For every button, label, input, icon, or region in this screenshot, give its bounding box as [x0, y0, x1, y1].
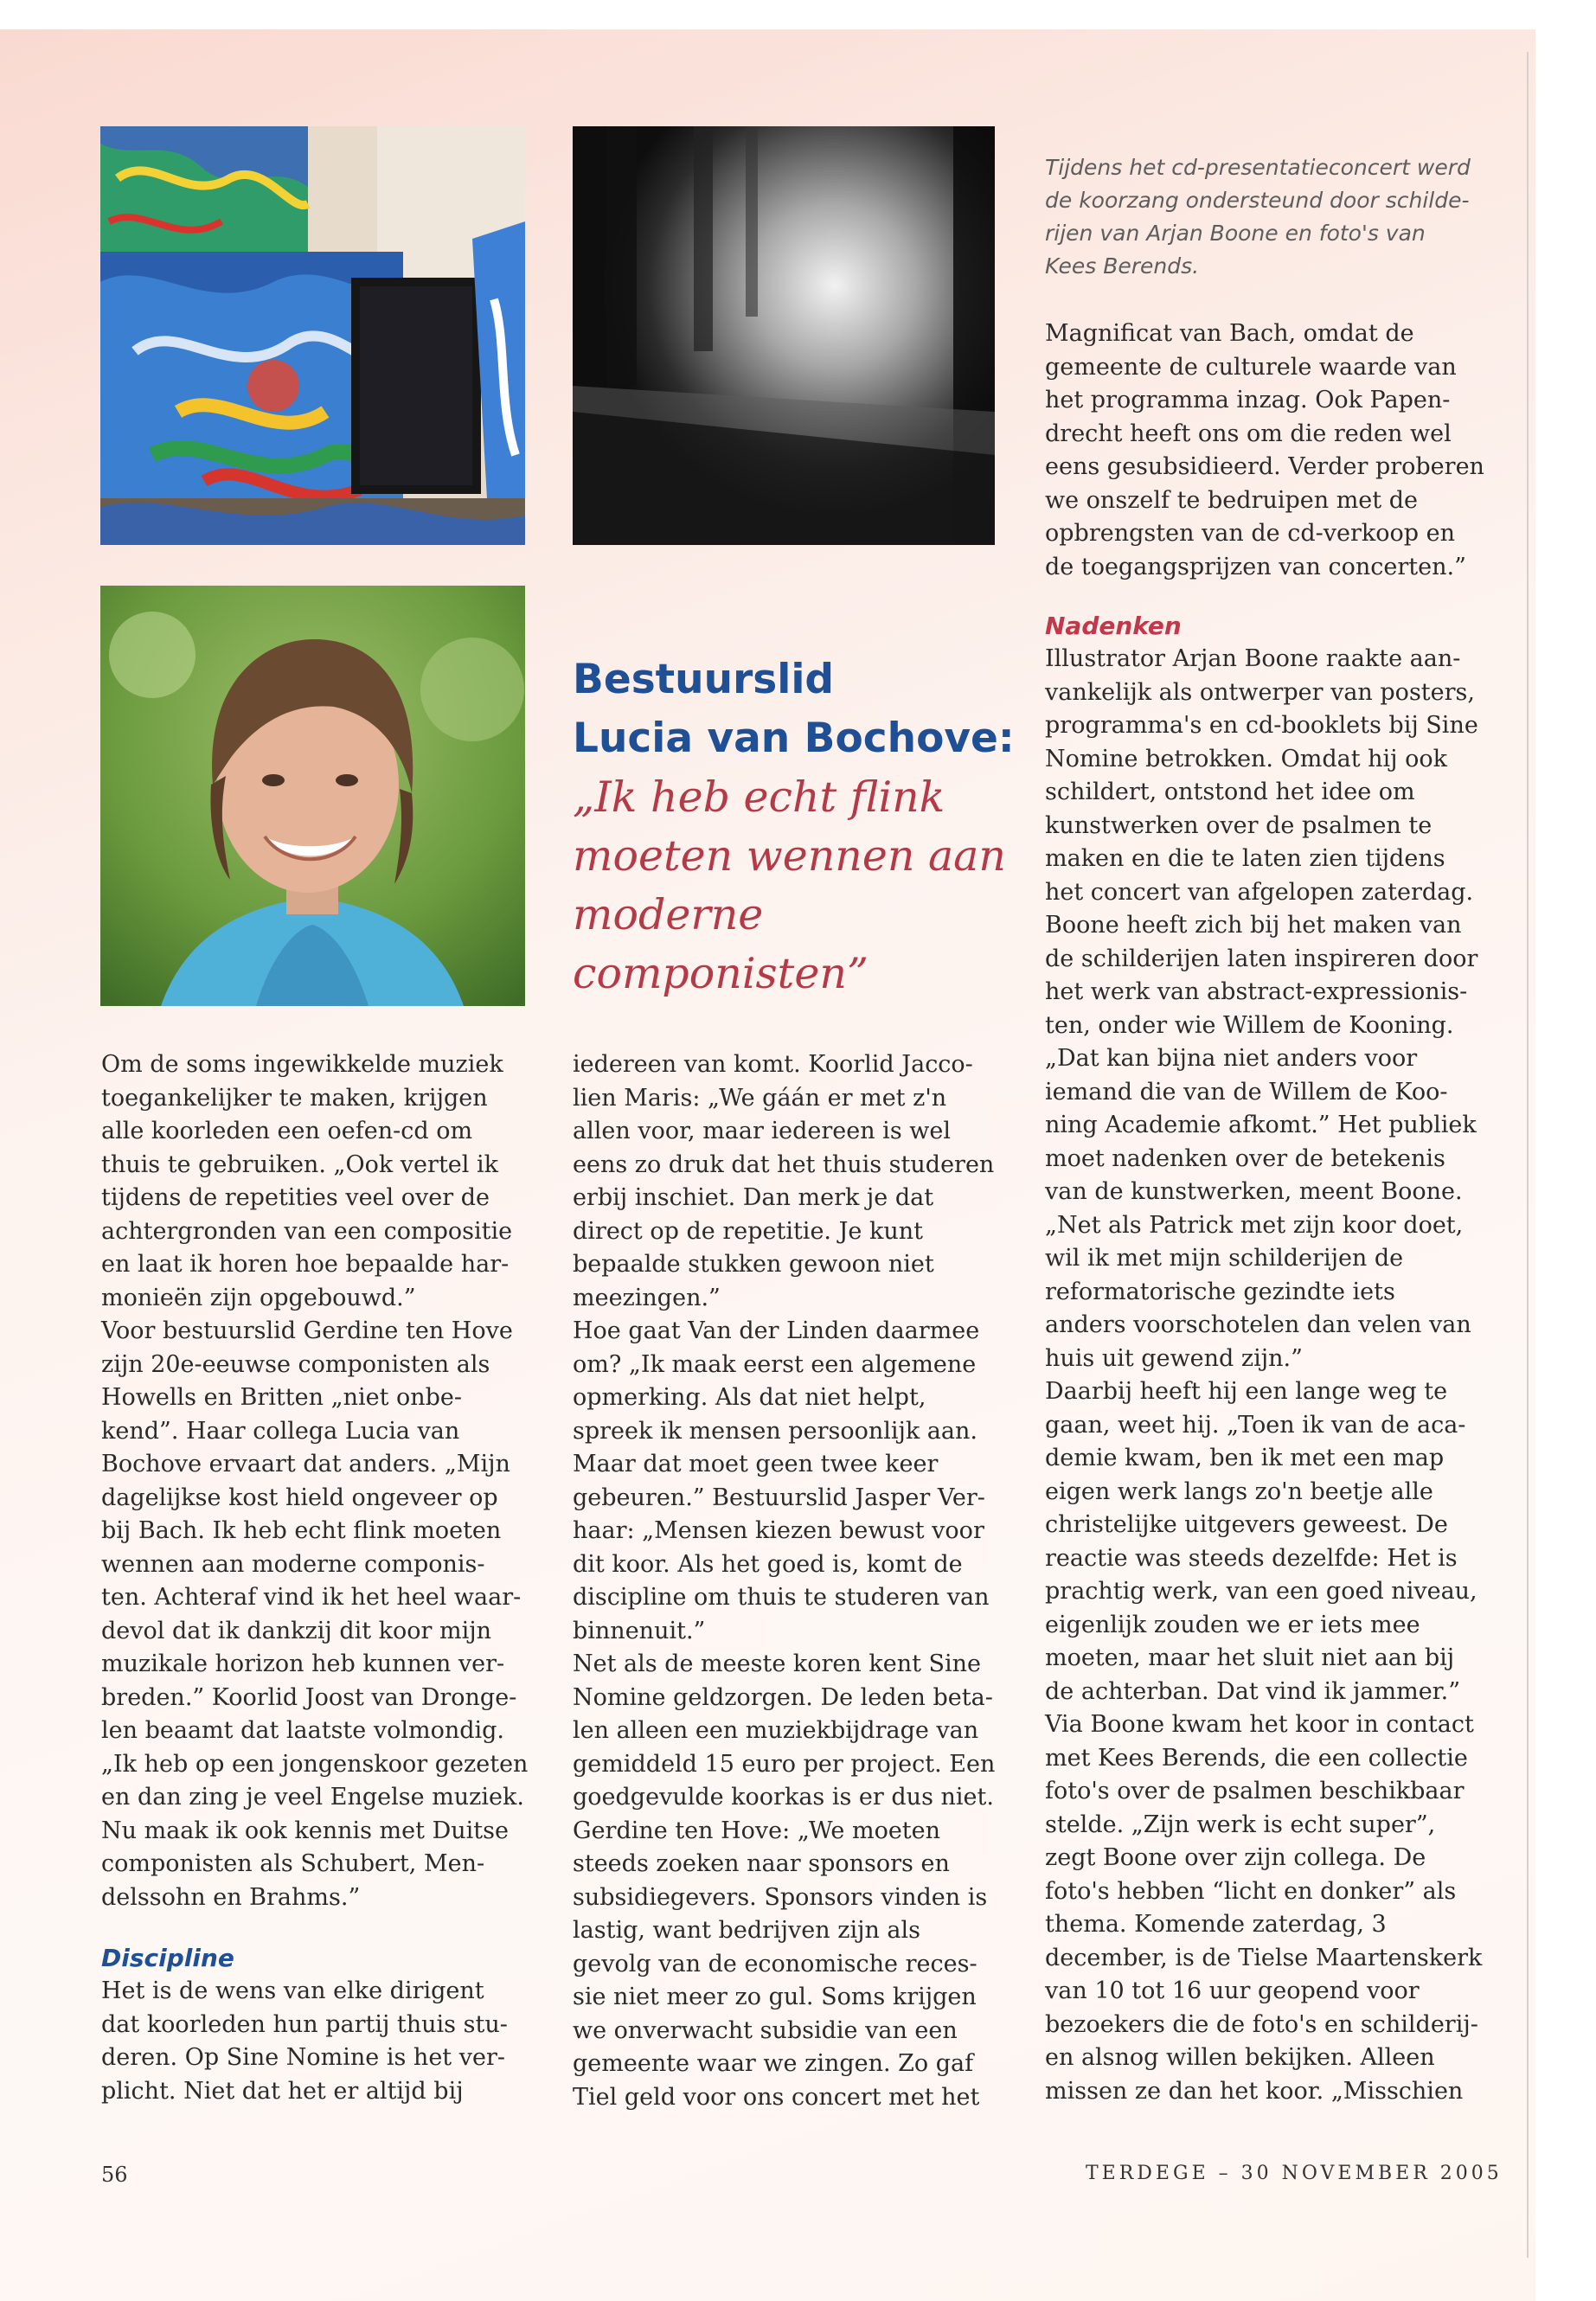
heading-nadenken: Nadenken — [1045, 612, 1182, 640]
church-interior-photo — [573, 126, 995, 545]
article-pull-quote: „Ik heb echt flink moeten wennen aan moderne componisten” — [573, 772, 1006, 998]
column-2-text: iedereen van komt. Koorlid Jacco- lien Maris: „We gáán er met z'n allen voor, maar iedereen is wel eens zo druk dat het thuis studeren erbij inschiet. Dan merk je dat direct op de repetitie. Je kunt bepaalde stukken gewoon niet meezingen.” Hoe gaat Van der Linden daarmee om? „Ik maak eerst een algemene opmerking. Als dat niet helpt, spreek ik mensen persoonlijk aan. Maar dat moet geen twee keer gebeuren.” Bestuurslid Jasper Ver- haar: „Mensen kiezen bewust voor dit koor. Als het goed is, komt de discipline om thuis te studeren van binnenuit.” Net als de meeste koren kent Sine Nomine geldzorgen. De leden beta- len alleen een muziekbijdrage van gemiddeld 15 euro per project. Een goedgevulde koorkas is er dus niet. Gerdine ten Hove: „We moeten steeds zoeken naar sponsors en subsidiegevers. Sponsors vinden is lastig, want bedrijven zijn als gevolg van de economische reces- sie niet meer zo gul. Soms krijgen we onverwacht subsidie van een gemeente waar we zingen. Zo gaf Tiel geld voor ons concert met het — [573, 1051, 996, 2111]
portrait-photo — [100, 586, 525, 1006]
article-title-block — [573, 651, 1022, 1003]
column-3-paragraph-1: Magnificat van Bach, omdat de gemeente de culturele waarde van het programma inzag. Ook Papen- drecht heeft ons om die reden wel eens gesubsidieerd. Verder proberen we onszelf te bedruipen met de opbrengsten van de cd-verkoop en de toegangsprijzen van concerten.” — [1045, 320, 1484, 580]
heading-discipline: Discipline — [101, 1944, 234, 1972]
body-column-2 — [573, 1048, 1018, 2114]
page-fold-line — [1527, 52, 1529, 2258]
column-1-paragraph-2: Het is de wens van elke dirigent dat koorleden hun partij thuis stu- deren. Op Sine Nomine is het ver- plicht. Niet dat het er altijd bij — [101, 1977, 508, 2105]
article-title: Bestuurslid Lucia van Bochove: — [573, 656, 1015, 762]
column-3-paragraph-2: Illustrator Arjan Boone raakte aan- vankelijk als ontwerper van posters, programma's en cd-booklets bij Sine Nomine betrokken. Omdat hij ook schildert, ontstond het idee om kunstwerken over de psalmen te maken en die te laten zien tijdens het concert van afgelopen zaterdag. Boone heeft zich bij het maken van de schilderijen laten inspireren door het werk van abstract-expressionis- ten, onder wie Willem de Kooning. „Dat kan bijna niet anders voor iemand die van de Willem de Koo- ning Academie afkomt.” Het publiek moet nadenken over de betekenis van de kunstwerken, meent Boone. „Net als Patrick met zijn koor doet, wil ik met mijn schilderijen de reformatorische gezindte iets anders voorschotelen dan velen van huis uit gewend zijn.” Daarbij heeft hij een lange weg te gaan, weet hij. „Toen ik van de aca- demie kwam, ben ik met een map eigen werk langs zo'n beetje alle christelijke uitgevers geweest. De reactie was steeds dezelfde: Het is prachtig werk, van een goed niveau, eigenlijk zouden we er iets mee moeten, maar het sluit niet aan bij de achterban. Dat vind ik jammer.” Via Boone kwam het koor in contact met Kees Berends, die een collectie foto's over de psalmen beschikbaar stelde. „Zijn werk is echt super”, zegt Boone over zijn collega. De foto's hebben “licht en donker” als thema. Komende zaterdag, 3 december, is de Tielse Maartenskerk van 10 tot 16 uur geopend voor bezoekers die de foto's en schilderij- en alsnog willen bekijken. Alleen missen ze dan het koor. „Misschien — [1045, 645, 1483, 2105]
page-number: 56 — [101, 2163, 128, 2187]
scan-right-margin — [1535, 0, 1596, 2301]
magazine-footer: TERDEGE – 30 NOVEMBER 2005 — [1086, 2163, 1503, 2184]
body-column-3 — [1045, 317, 1490, 2108]
photo-caption: Tijdens het cd-presentatieconcert werd de koorzang ondersteund door schilde- rijen van Arjan Boone en foto's van Kees Berends. — [1045, 155, 1471, 279]
column-1-paragraph-1: Om de soms ingewikkelde muziek toegankelijker te maken, krijgen alle koorleden een oefen-cd om thuis te gebruiken. „Ook vertel ik tijdens de repetities veel over de achtergronden van een compositie en laat ik horen hoe bepaalde har- monieën zijn opgebouwd.” Voor bestuurslid Gerdine ten Hove zijn 20e-eeuwse componisten als Howells en Britten „niet onbe- kend”. Haar collega Lucia van Bochove ervaart dat anders. „Mijn dagelijkse kost hield ongeveer op bij Bach. Ik heb echt flink moeten wennen aan moderne componis- ten. Achteraf vind ik het heel waar- devol dat ik dankzij dit koor mijn muzikale horizon heb kunnen ver- breden.” Koorlid Joost van Dronge- len beaamt dat laatste volmondig. „Ik heb op een jongenskoor gezeten en dan zing je veel Engelse muziek. Nu maak ik ook kennis met Duitse componisten als Schubert, Men- delssohn en Brahms.” — [101, 1051, 529, 1911]
paintings-photo — [100, 126, 525, 545]
body-column-1 — [101, 1048, 547, 2108]
scan-top-edge — [0, 0, 1596, 29]
